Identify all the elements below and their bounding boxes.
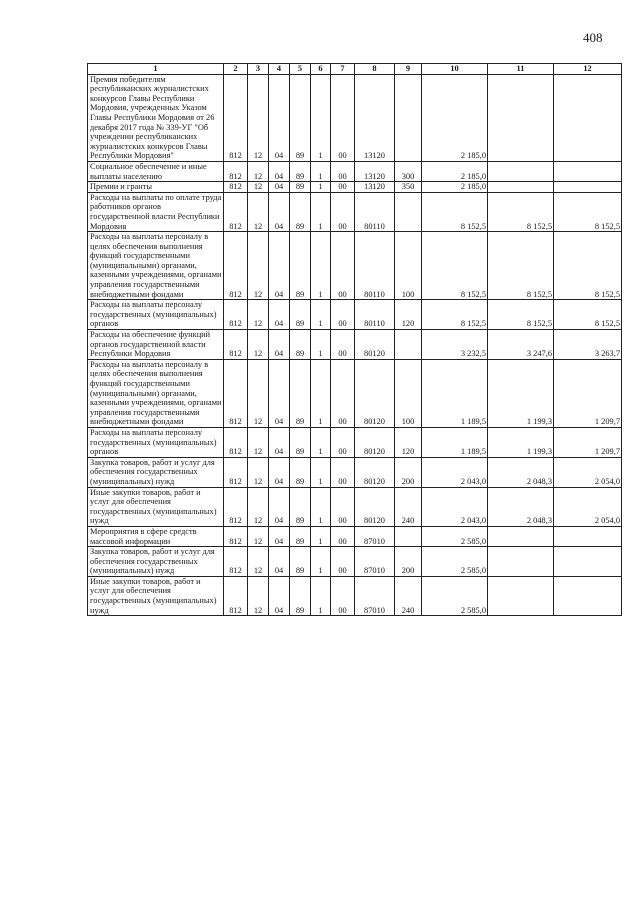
cell-ministry-code: 812 xyxy=(224,192,248,231)
cell-amount-year1: 8 152,5 xyxy=(422,192,488,231)
cell-ministry-code: 812 xyxy=(224,547,248,577)
cell-amount-year1: 3 232,5 xyxy=(422,330,488,360)
cell-main-activity: 00 xyxy=(331,161,355,181)
cell-subprogram: 1 xyxy=(311,74,331,161)
cell-ministry-code: 812 xyxy=(224,487,248,526)
table-row xyxy=(88,547,622,577)
cell-section: 12 xyxy=(248,547,269,577)
cell-amount-year1: 1 189,5 xyxy=(422,359,488,427)
cell-main-activity: 00 xyxy=(331,192,355,231)
cell-direction-code: 80110 xyxy=(355,300,395,330)
cell-subprogram: 1 xyxy=(311,547,331,577)
cell-direction-code: 80120 xyxy=(355,330,395,360)
cell-subsection: 04 xyxy=(269,192,290,231)
cell-amount-year2 xyxy=(488,576,554,615)
row-name: Премия победителям республиканских журналистских конкурсов Главы Республики Мордовия, учрежденных Указом Главы Республики Мордовия от 26 декабря 2017 года № 339-УГ "Об учреждении республиканских журналистских конкурсов Главы Республики Мордовия" xyxy=(88,74,224,161)
table-row xyxy=(88,487,622,526)
cell-subsection: 04 xyxy=(269,74,290,161)
cell-direction-code: 80120 xyxy=(355,427,395,457)
cell-ministry-code: 812 xyxy=(224,300,248,330)
cell-program: 89 xyxy=(290,547,311,577)
row-name: Расходы на выплаты персоналу государственных (муниципальных) органов xyxy=(88,427,224,457)
cell-subsection: 04 xyxy=(269,232,290,300)
cell-amount-year1: 2 585,0 xyxy=(422,526,488,546)
cell-amount-year3 xyxy=(554,182,622,193)
cell-section: 12 xyxy=(248,182,269,193)
cell-amount-year2 xyxy=(488,74,554,161)
cell-ministry-code: 812 xyxy=(224,526,248,546)
cell-amount-year1: 1 189,5 xyxy=(422,427,488,457)
cell-ministry-code: 812 xyxy=(224,232,248,300)
row-name: Социальное обеспечение и иные выплаты населению xyxy=(88,161,224,181)
cell-subprogram: 1 xyxy=(311,576,331,615)
cell-main-activity: 00 xyxy=(331,182,355,193)
cell-direction-code: 80120 xyxy=(355,359,395,427)
cell-amount-year2: 1 199,3 xyxy=(488,427,554,457)
cell-program: 89 xyxy=(290,427,311,457)
cell-amount-year3 xyxy=(554,526,622,546)
column-header: 8 xyxy=(355,64,395,75)
table-row xyxy=(88,427,622,457)
column-header: 3 xyxy=(248,64,269,75)
table-row xyxy=(88,526,622,546)
cell-section: 12 xyxy=(248,526,269,546)
cell-ministry-code: 812 xyxy=(224,576,248,615)
row-name: Премии и гранты xyxy=(88,182,224,193)
column-header: 10 xyxy=(422,64,488,75)
cell-amount-year2 xyxy=(488,547,554,577)
cell-amount-year2 xyxy=(488,161,554,181)
cell-direction-code: 87010 xyxy=(355,576,395,615)
cell-amount-year2: 2 048,3 xyxy=(488,457,554,487)
table-row xyxy=(88,232,622,300)
cell-direction-code: 80120 xyxy=(355,487,395,526)
cell-amount-year2: 8 152,5 xyxy=(488,300,554,330)
cell-expense-type: 200 xyxy=(395,547,422,577)
cell-subsection: 04 xyxy=(269,576,290,615)
cell-amount-year1: 8 152,5 xyxy=(422,300,488,330)
cell-amount-year3: 8 152,5 xyxy=(554,300,622,330)
cell-main-activity: 00 xyxy=(331,74,355,161)
cell-subsection: 04 xyxy=(269,182,290,193)
table-row xyxy=(88,74,622,161)
cell-amount-year1: 2 185,0 xyxy=(422,161,488,181)
cell-program: 89 xyxy=(290,457,311,487)
cell-amount-year2: 8 152,5 xyxy=(488,232,554,300)
cell-subsection: 04 xyxy=(269,359,290,427)
cell-section: 12 xyxy=(248,74,269,161)
row-name: Закупка товаров, работ и услуг для обеспечения государственных (муниципальных) нужд xyxy=(88,547,224,577)
cell-main-activity: 00 xyxy=(331,457,355,487)
cell-subprogram: 1 xyxy=(311,300,331,330)
column-header: 12 xyxy=(554,64,622,75)
cell-subprogram: 1 xyxy=(311,182,331,193)
cell-subsection: 04 xyxy=(269,161,290,181)
cell-program: 89 xyxy=(290,300,311,330)
cell-main-activity: 00 xyxy=(331,427,355,457)
cell-amount-year1: 2 585,0 xyxy=(422,547,488,577)
cell-program: 89 xyxy=(290,161,311,181)
table-row xyxy=(88,300,622,330)
cell-ministry-code: 812 xyxy=(224,359,248,427)
cell-amount-year2 xyxy=(488,526,554,546)
row-name: Расходы на обеспечение функций органов государственной власти Республики Мордовия xyxy=(88,330,224,360)
table-row xyxy=(88,192,622,231)
cell-expense-type xyxy=(395,192,422,231)
budget-table xyxy=(87,63,622,616)
cell-amount-year3: 1 209,7 xyxy=(554,359,622,427)
cell-subprogram: 1 xyxy=(311,330,331,360)
cell-subprogram: 1 xyxy=(311,457,331,487)
cell-subsection: 04 xyxy=(269,526,290,546)
row-name: Расходы на выплаты по оплате труда работников органов государственной власти Республики Мордовия xyxy=(88,192,224,231)
page-number: 408 xyxy=(583,30,603,45)
cell-expense-type: 100 xyxy=(395,232,422,300)
cell-amount-year3: 8 152,5 xyxy=(554,192,622,231)
cell-program: 89 xyxy=(290,192,311,231)
row-name: Расходы на выплаты персоналу в целях обеспечения выполнения функций государственными (муниципальными) органами, казенными учреждениями, органами управления государственными внебюджетными фондами xyxy=(88,359,224,427)
column-header: 6 xyxy=(311,64,331,75)
cell-amount-year1: 2 185,0 xyxy=(422,182,488,193)
cell-subsection: 04 xyxy=(269,427,290,457)
table-row xyxy=(88,182,622,193)
table-row xyxy=(88,576,622,615)
cell-amount-year1: 2 585,0 xyxy=(422,576,488,615)
column-number-row xyxy=(88,64,622,75)
cell-program: 89 xyxy=(290,526,311,546)
cell-direction-code: 80110 xyxy=(355,232,395,300)
cell-amount-year3 xyxy=(554,74,622,161)
cell-subprogram: 1 xyxy=(311,232,331,300)
column-header: 7 xyxy=(331,64,355,75)
cell-expense-type: 240 xyxy=(395,487,422,526)
row-name: Иные закупки товаров, работ и услуг для обеспечения государственных (муниципальных) нужд xyxy=(88,576,224,615)
cell-program: 89 xyxy=(290,330,311,360)
cell-ministry-code: 812 xyxy=(224,161,248,181)
cell-expense-type: 200 xyxy=(395,457,422,487)
cell-amount-year3: 3 263,7 xyxy=(554,330,622,360)
cell-amount-year3: 1 209,7 xyxy=(554,427,622,457)
cell-program: 89 xyxy=(290,576,311,615)
cell-section: 12 xyxy=(248,161,269,181)
cell-expense-type xyxy=(395,526,422,546)
cell-ministry-code: 812 xyxy=(224,457,248,487)
cell-section: 12 xyxy=(248,300,269,330)
cell-amount-year2: 3 247,6 xyxy=(488,330,554,360)
cell-amount-year3 xyxy=(554,161,622,181)
cell-program: 89 xyxy=(290,182,311,193)
cell-subsection: 04 xyxy=(269,487,290,526)
cell-subsection: 04 xyxy=(269,330,290,360)
cell-subprogram: 1 xyxy=(311,427,331,457)
cell-amount-year1: 2 185,0 xyxy=(422,74,488,161)
cell-amount-year3: 2 054,0 xyxy=(554,487,622,526)
column-header: 2 xyxy=(224,64,248,75)
row-name: Расходы на выплаты персоналу государственных (муниципальных) органов xyxy=(88,300,224,330)
cell-main-activity: 00 xyxy=(331,330,355,360)
cell-main-activity: 00 xyxy=(331,576,355,615)
cell-section: 12 xyxy=(248,457,269,487)
column-header: 5 xyxy=(290,64,311,75)
cell-section: 12 xyxy=(248,359,269,427)
cell-main-activity: 00 xyxy=(331,300,355,330)
cell-expense-type xyxy=(395,330,422,360)
cell-amount-year3 xyxy=(554,547,622,577)
cell-direction-code: 87010 xyxy=(355,547,395,577)
cell-expense-type: 240 xyxy=(395,576,422,615)
cell-amount-year1: 2 043,0 xyxy=(422,487,488,526)
cell-main-activity: 00 xyxy=(331,359,355,427)
cell-expense-type: 120 xyxy=(395,300,422,330)
table-row xyxy=(88,359,622,427)
cell-direction-code: 87010 xyxy=(355,526,395,546)
cell-program: 89 xyxy=(290,232,311,300)
cell-direction-code: 13120 xyxy=(355,182,395,193)
cell-section: 12 xyxy=(248,427,269,457)
cell-program: 89 xyxy=(290,74,311,161)
cell-subprogram: 1 xyxy=(311,487,331,526)
column-header: 11 xyxy=(488,64,554,75)
column-header: 4 xyxy=(269,64,290,75)
cell-section: 12 xyxy=(248,330,269,360)
cell-amount-year1: 2 043,0 xyxy=(422,457,488,487)
cell-expense-type: 300 xyxy=(395,161,422,181)
cell-subprogram: 1 xyxy=(311,161,331,181)
cell-amount-year1: 8 152,5 xyxy=(422,232,488,300)
cell-direction-code: 80120 xyxy=(355,457,395,487)
cell-program: 89 xyxy=(290,487,311,526)
cell-subprogram: 1 xyxy=(311,192,331,231)
cell-subprogram: 1 xyxy=(311,359,331,427)
cell-main-activity: 00 xyxy=(331,526,355,546)
cell-section: 12 xyxy=(248,487,269,526)
cell-subprogram: 1 xyxy=(311,526,331,546)
cell-amount-year3 xyxy=(554,576,622,615)
cell-section: 12 xyxy=(248,192,269,231)
row-name: Закупка товаров, работ и услуг для обеспечения государственных (муниципальных) нужд xyxy=(88,457,224,487)
cell-ministry-code: 812 xyxy=(224,330,248,360)
cell-direction-code: 13120 xyxy=(355,74,395,161)
row-name: Мероприятия в сфере средств массовой информации xyxy=(88,526,224,546)
cell-main-activity: 00 xyxy=(331,547,355,577)
row-name: Расходы на выплаты персоналу в целях обеспечения выполнения функций государственными (муниципальными) органами, казенными учреждениями, органами управления государственными внебюджетными фондами xyxy=(88,232,224,300)
cell-ministry-code: 812 xyxy=(224,182,248,193)
cell-expense-type: 120 xyxy=(395,427,422,457)
cell-expense-type xyxy=(395,74,422,161)
cell-program: 89 xyxy=(290,359,311,427)
row-name: Иные закупки товаров, работ и услуг для обеспечения государственных (муниципальных) нужд xyxy=(88,487,224,526)
cell-amount-year3: 2 054,0 xyxy=(554,457,622,487)
cell-amount-year2 xyxy=(488,182,554,193)
cell-subsection: 04 xyxy=(269,547,290,577)
cell-direction-code: 13120 xyxy=(355,161,395,181)
table-row xyxy=(88,457,622,487)
table-row xyxy=(88,161,622,181)
cell-ministry-code: 812 xyxy=(224,74,248,161)
table-row xyxy=(88,330,622,360)
column-header: 9 xyxy=(395,64,422,75)
cell-amount-year3: 8 152,5 xyxy=(554,232,622,300)
cell-amount-year2: 1 199,3 xyxy=(488,359,554,427)
cell-main-activity: 00 xyxy=(331,487,355,526)
cell-expense-type: 100 xyxy=(395,359,422,427)
table-body xyxy=(88,74,622,616)
cell-subsection: 04 xyxy=(269,457,290,487)
cell-main-activity: 00 xyxy=(331,232,355,300)
cell-amount-year2: 2 048,3 xyxy=(488,487,554,526)
cell-amount-year2: 8 152,5 xyxy=(488,192,554,231)
cell-subsection: 04 xyxy=(269,300,290,330)
cell-section: 12 xyxy=(248,232,269,300)
column-header: 1 xyxy=(88,64,224,75)
cell-section: 12 xyxy=(248,576,269,615)
cell-direction-code: 80110 xyxy=(355,192,395,231)
cell-expense-type: 350 xyxy=(395,182,422,193)
cell-ministry-code: 812 xyxy=(224,427,248,457)
